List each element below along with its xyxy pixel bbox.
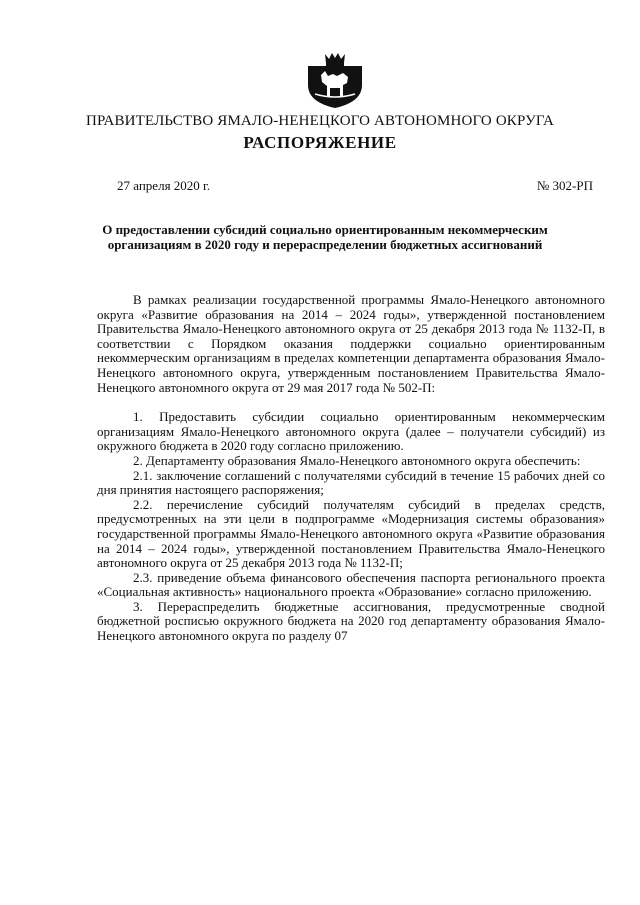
body-paragraph-2-2: 2.2. перечисление субсидий получателям субсидий в пределах средств, предусмотренных на эти цели в подпрограмме «Модернизация системы образования» государственной программы Ямало-Ненецкого автономного округа «Развитие образования на 2014 – 2024 годы», утвержденной постановлением Правительства Ямало-Ненецкого автономного округа от 25 декабря 2013 года № 1132-П; [97,496,605,571]
body-paragraph-2: 2. Департаменту образования Ямало-Ненецкого автономного округа обеспечить: [133,452,581,468]
document-subject: О предоставлении субсидий социально ориентированным некоммерческим организациям в 2020 году и перераспределении бюджетных ассигнований [102,222,548,252]
document-body [97,293,605,644]
document-number: № 302-РП [536,178,593,193]
document-date: 27 апреля 2020 г. [117,178,211,193]
body-paragraph-2-1: 2.1. заключение соглашений с получателями субсидий в течение 15 рабочих дней со дня принятия настоящего распоряжения; [97,467,605,498]
body-paragraph-3: 3. Перераспределить бюджетные ассигнования, предусмотренные сводной бюджетной росписью окружного бюджета на 2020 год департаменту образования Ямало-Ненецкого автономного округа по разделу 07 [97,598,605,644]
government-title: ПРАВИТЕЛЬСТВО ЯМАЛО-НЕНЕЦКОГО АВТОНОМНОГО ОКРУГА [85,113,555,129]
coat-of-arms-icon [303,50,367,110]
body-paragraph-2-3: 2.3. приведение объема финансового обеспечения паспорта регионального проекта «Социальная активность» национального проекта «Образование» согласно приложению. [97,569,605,600]
body-paragraph-1: 1. Предоставить субсидии социально ориентированным некоммерческим организациям Ямало-Ненецкого автономного округа (далее – получатели субсидий) из окружного бюджета в 2020 году согласно приложению. [97,409,605,454]
document-type-title: РАСПОРЯЖЕНИЕ [243,133,397,152]
body-preamble: В рамках реализации государственной программы Ямало-Ненецкого автономного округа «Развитие образования на 2014 – 2024 годы», утвержденной постановлением Правительства Ямало-Ненецкого автономного округа от 25 декабря 2013 года № 1132-П, в соответствии с Порядком оказания поддержки социально ориентированным некоммерческим организациям в пределах компетенции департамента образования Ямало-Ненецкого автономного округа, утвержденным постановлением Правительства Ямало-Ненецкого автономного округа от 29 мая 2017 года № 502-П: [97,292,605,395]
